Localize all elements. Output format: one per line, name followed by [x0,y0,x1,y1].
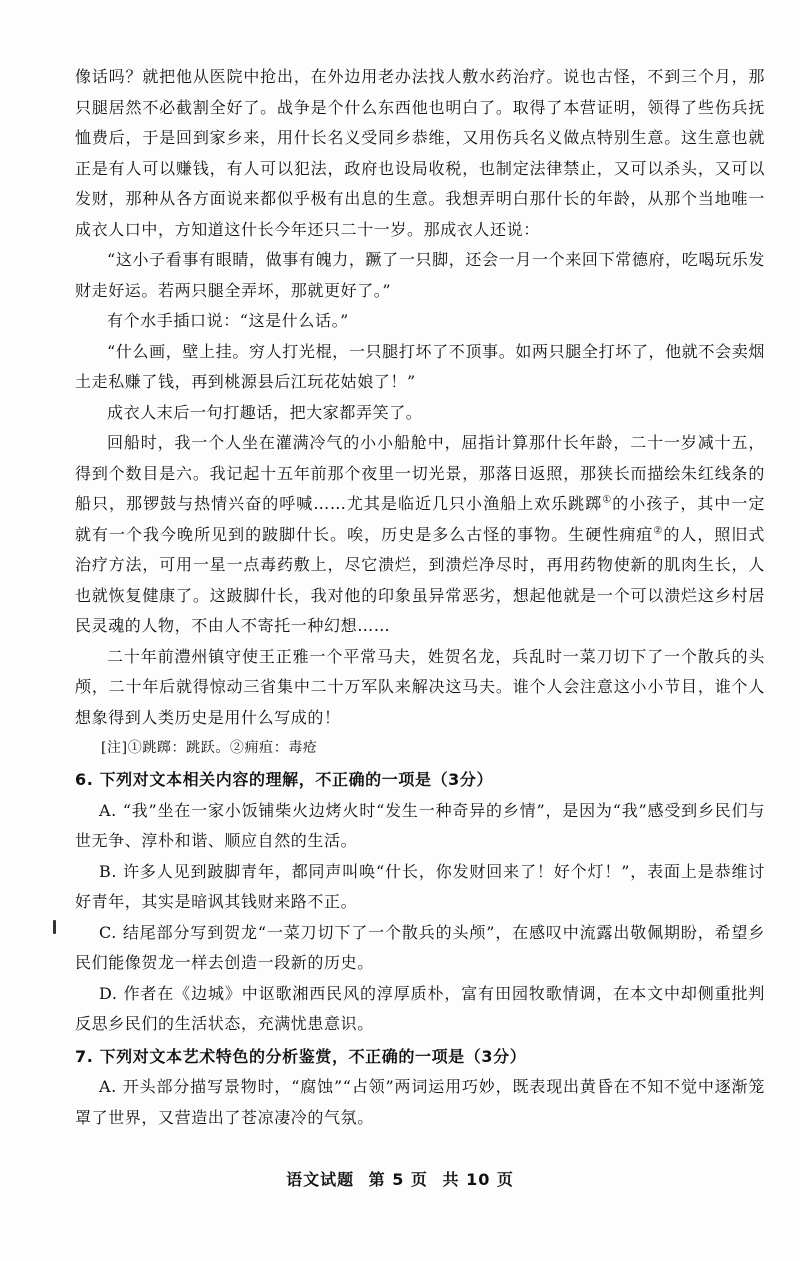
paragraph-2: “这小子看事有眼睛，做事有魄力，蹶了一只脚，还会一月一个来回下常德府，吃喝玩乐发财走好运。若两只腿全弄坏，那就更好了。” [75,250,765,300]
paragraph-6-part-a: 回船时，我一个人坐在灌满冷气的小小船舱中，屈指计算那什长年龄，二十一岁减十五，得到个数目是六。我记起十五年前那个夜里一切光景，那落日返照，那狭长而描绘朱红线条的船只，那锣鼓与热情兴奋的呼喊……尤其是临近几只小渔船上欢乐跳踯 [75,433,765,513]
scan-mark [53,920,56,934]
page-footer [0,1167,800,1190]
paragraph-6-part-c: 的人，照旧式治疗方法，可用一星一点毒药敷上，尽它溃烂，到溃烂净尽时，再用药物使新的肌肉生长，人也就恢复健康了。这跛脚什长，我对他的印象虽异常恶劣，想起他就是一个可以溃烂这乡村居民灵魂的人物，不由人不寄托一种幻想…… [75,524,765,635]
question-6-title: 6. 下列对文本相关内容的理解，不正确的一项是（3分） [75,770,494,789]
paragraph-3: 有个水手插口说：“这是什么话。” [107,311,349,330]
paragraph-6-part-b: 的小孩子，其中一定就有一个我今晚所见到的跛脚什长。唉，历史是多么古怪的事物。生硬性痈疽 [75,494,766,544]
paragraph-4: “什么画，壁上挂。穷人打光棍，一只腿打坏了不顶事。如两只腿全打坏了，他就不会卖烟土走私赚了钱，再到桃源县后江玩花姑娘了！” [75,341,765,391]
paragraph-5: 成衣人末后一句打趣话，把大家都弄笑了。 [107,402,423,422]
paragraph-1: 像话吗？就把他从医院中抢出，在外边用老办法找人敷水药治疗。说也古怪，不到三个月，那只腿居然不必截割全好了。战争是个什么东西他也明白了。取得了本营证明，领得了些伤兵抚恤费后，于是回到家乡来，用什长名义受同乡恭维，又用伤兵名义做点特别生意。这生意也就正是有人可以赚钱，有人可以犯法，政府也设局收税，也制定法律禁止，又可以杀头，又可以发财，那种从各方面说来都似乎极有出息的生意。我想弄明白那什长的年龄，从那个当地唯一成衣人口中，方知道这什长今年还只二十一岁。那成衣人还说： [75,67,765,239]
question-6-option-a: A. “我”坐在一家小饭铺柴火边烤火时“发生一种奇异的乡情”，是因为“我”感受到乡民们与世无争、淳朴和谐、顺应自然的生活。 [75,800,765,850]
paragraph-6 [75,428,765,642]
question-7-title: 7. 下列对文本艺术特色的分析鉴赏，不正确的一项是（3分） [75,1046,527,1066]
question-6-option-d: D. 作者在《边城》中讴歌湘西民风的淳厚质朴，富有田园牧歌情调，在本文中却侧重批判反思乡民们的生活状态，充满忧患意识。 [75,983,765,1033]
paragraph-7: 二十年前澧州镇守使王正雅一个平常马夫，姓贺名龙，兵乱时一菜刀切下了一个散兵的头颅，二十年后就得惊动三省集中二十万军队来解决这马夫。谁个人会注意这小小节目，谁个人想象得到人类历史是用什么写成的！ [75,646,765,727]
question-6-option-c: C. 结尾部分写到贺龙“一菜刀切下了一个散兵的头颅”，在感叹中流露出敬佩期盼，希望乡民们能像贺龙一样去创造一段新的历史。 [75,922,765,972]
question-6-option-b: B. 许多人见到跛脚青年，都同声叫唤“什长，你发财回来了！好个灯！”，表面上是恭维讨好青年，其实是暗讽其钱财来路不正。 [75,861,765,911]
footer-subject: 语文试题 [286,1170,355,1189]
footnote-ref-2: ② [653,525,664,537]
passage-body [75,62,765,1133]
footnote-ref-1: ① [602,494,613,506]
footer-total-pages: 共 10 页 [442,1170,514,1189]
question-7-option-a: A. 开头部分描写景物时，“腐蚀”“占领”两词运用巧妙，既表现出黄昏在不知不觉中逐渐笼罩了世界，又营造出了苍凉凄冷的气氛。 [75,1077,765,1127]
footnote: [注]①跳踯：跳跃。②痈疽：毒疮 [101,740,318,756]
footer-page-number: 第 5 页 [368,1170,428,1189]
